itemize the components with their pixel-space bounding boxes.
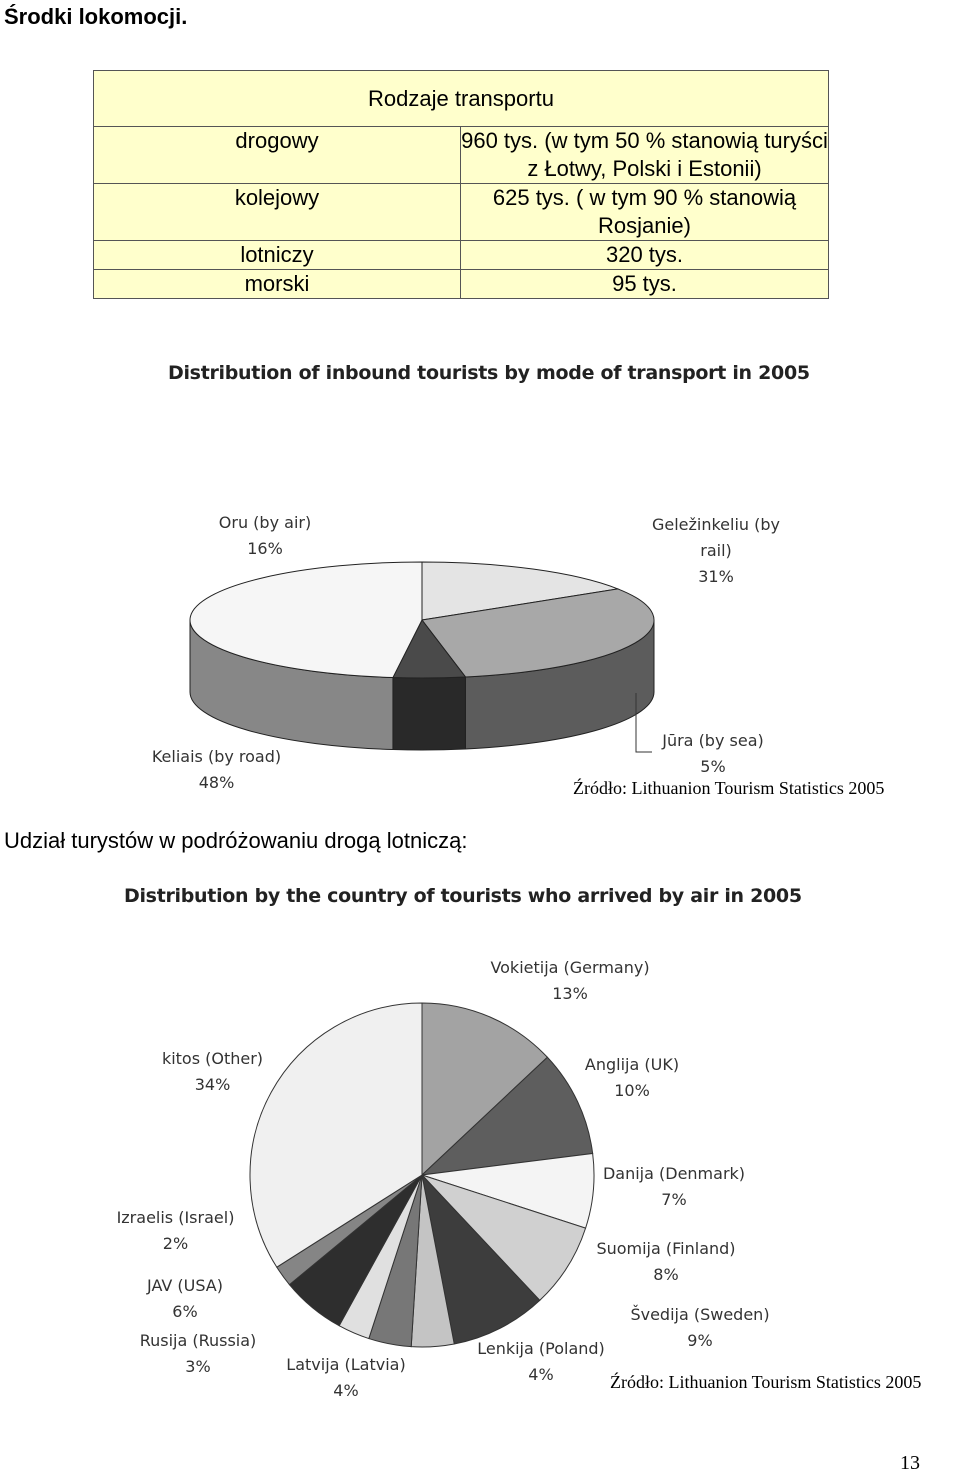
value-cell: 960 tys. (w tym 50 % stanowią turyści z Łotwy, Polski i Estonii) [461, 127, 829, 184]
label-pct: 7% [661, 1190, 687, 1209]
chart2-label-israel [108, 1205, 243, 1257]
mode-cell: kolejowy [94, 184, 461, 241]
page-title: Środki lokomocji. [4, 4, 188, 29]
label-pct: 13% [552, 984, 588, 1003]
chart2-label-poland [466, 1336, 616, 1388]
label-name: Danija (Denmark) [602, 1164, 746, 1183]
chart2-label-latvia [276, 1352, 416, 1404]
value-cell: 320 tys. [461, 241, 829, 270]
label-name: Anglija (UK) [584, 1055, 680, 1074]
chart2-label-germany [480, 955, 660, 1007]
label-pct: 2% [162, 1234, 189, 1253]
chart2-label-other [150, 1046, 275, 1098]
label-name: kitos (Other) [161, 1049, 264, 1068]
label-pct: 3% [185, 1357, 211, 1376]
value-cell: 95 tys. [461, 270, 829, 299]
label-name: Izraelis (Israel) [116, 1208, 235, 1227]
chart2-label-uk [572, 1052, 692, 1104]
table-header: Rodzaje transportu [94, 71, 829, 127]
label-pct: 5% [700, 757, 726, 776]
chart2-label-russia [128, 1328, 268, 1380]
section-heading: Udział turystów w podróżowaniu drogą lotniczą: [4, 828, 468, 853]
label-pct: 6% [172, 1302, 198, 1321]
chart2-title: Distribution by the country of tourists who arrived by air in 2005 [124, 885, 802, 907]
label-name: Latvija (Latvia) [286, 1355, 406, 1374]
chart2-label-finland [586, 1236, 746, 1288]
label-name: Suomija (Finland) [596, 1239, 736, 1258]
label-pct: 48% [198, 773, 235, 792]
label-name: Jūra (by sea) [662, 731, 764, 750]
page-number: 13 [900, 1452, 920, 1474]
chart2-label-sweden [620, 1302, 780, 1354]
chart1-source: Źródło: Lithuanion Tourism Statistics 2005 [573, 778, 885, 798]
chart2-source: Źródło: Lithuanion Tourism Statistics 2005 [610, 1372, 922, 1392]
chart2-slices [250, 1003, 594, 1347]
label-name: Lenkija (Poland) [477, 1339, 605, 1358]
chart2-label-usa [130, 1273, 240, 1325]
label-name: Vokietija (Germany) [490, 958, 650, 977]
label-name: Geležinkeliu (by [651, 515, 781, 534]
chart2-label-denmark [594, 1161, 754, 1213]
chart1-title: Distribution of inbound tourists by mode of transport in 2005 [168, 362, 810, 384]
label-pct: 10% [614, 1081, 650, 1100]
mode-cell: morski [94, 270, 461, 299]
label-name: JAV (USA) [147, 1276, 223, 1295]
label-name: Oru (by air) [218, 513, 312, 532]
mode-cell: lotniczy [94, 241, 461, 270]
label-pct: 4% [333, 1381, 359, 1400]
label-pct: 31% [698, 567, 734, 586]
label-name: Keliais (by road) [151, 747, 282, 766]
label-name: Rusija (Russia) [139, 1331, 257, 1350]
label-pct: 9% [687, 1331, 713, 1350]
label-pct: 34% [194, 1075, 231, 1094]
label-name-2: rail) [700, 541, 732, 560]
label-name: Švedija (Sweden) [630, 1305, 770, 1324]
label-pct: 4% [528, 1365, 554, 1384]
mode-cell: drogowy [94, 127, 461, 184]
label-pct: 8% [653, 1265, 679, 1284]
label-pct: 16% [247, 539, 283, 558]
value-cell: 625 tys. ( w tym 90 % stanowią Rosjanie) [461, 184, 829, 241]
